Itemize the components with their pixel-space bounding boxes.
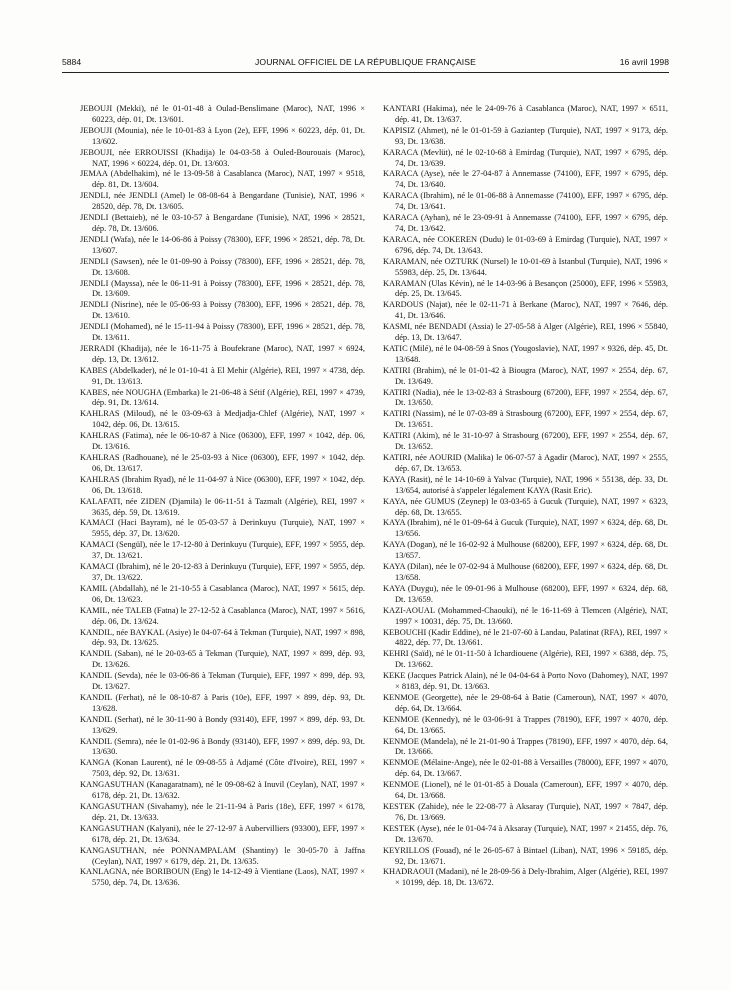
register-entry: JERRADI (Khadija), née le 16-11-75 à Boufekrane (Maroc), NAT, 1997 × 6924, dép. 13, Dt. 13/612. xyxy=(80,343,365,364)
register-entry: KANGA (Konan Laurent), né le 09-08-55 à Adjamé (Côte d'Ivoire), REI, 1997 × 7503, dép. 92, Dt. 13/631. xyxy=(80,758,365,779)
register-entry: KEHRI (Saïd), né le 01-11-50 à Ichardiouene (Algérie), REI, 1997 × 6388, dép. 75, Dt. 13/662. xyxy=(383,649,668,670)
register-entry: KANDIL (Sevda), née le 03-06-86 à Tekman (Turquie), EFF, 1997 × 899, dép. 93, Dt. 13/627. xyxy=(80,671,365,692)
left-column xyxy=(80,104,365,889)
register-entry: KANGASUTHAN (Kalyani), née le 27-12-97 à Aubervilliers (93300), EFF, 1997 × 6178, dép. 21, Dt. 13/634. xyxy=(80,823,365,844)
register-entry: KARAMAN (Ulas Kévin), né le 14-03-96 à Besançon (25000), EFF, 1996 × 55983, dép. 25, Dt. 13/645. xyxy=(383,278,668,299)
register-entry: JENDLI (Wafa), née le 14-06-86 à Poissy (78300), EFF, 1996 × 28521, dép. 78, Dt. 13/607. xyxy=(80,234,365,255)
register-entry: KAMACI (Ibrahim), né le 20-12-83 à Derinkuyu (Turquie), EFF, 1997 × 5955, dép. 37, Dt. 13/622. xyxy=(80,562,365,582)
register-entry: JEBOUJI (Mekki), né le 01-01-48 à Oulad-Benslimane (Maroc), NAT, 1996 × 60223, dép. 01, Dt. 13/601. xyxy=(80,104,365,124)
register-entry: KAYA (Ibrahim), né le 01-09-64 à Gucuk (Turquie), NAT, 1997 × 6324, dép. 68, Dt. 13/656. xyxy=(383,518,668,539)
register-entry: KAHLRAS (Ibrahim Ryad), né le 11-04-97 à Nice (06300), EFF, 1997 × 1042, dép. 06, Dt. 13/618. xyxy=(80,474,365,495)
register-entry: KARAMAN, née OZTURK (Nursel) le 10-01-69 à Istanbul (Turquie), NAT, 1996 × 55983, dép. 25, Dt. 13/644. xyxy=(383,256,668,277)
register-entry: KANLAGNA, née BORIBOUN (Eng) le 14-12-49 à Vientiane (Laos), NAT, 1997 × 5750, dép. 74, Dt. 13/636. xyxy=(80,867,365,888)
register-entry: KEKE (Jacques Patrick Alain), né le 04-04-64 à Porto Novo (Dahomey), NAT, 1997 × 8183, dép. 91, Dt. 13/663. xyxy=(383,671,668,692)
register-entry: KARACA (Ayse), née le 27-04-87 à Annemasse (74100), EFF, 1997 × 6795, dép. 74, Dt. 13/640. xyxy=(383,169,668,190)
register-entry: KAMACI (Sengül), née le 17-12-80 à Derinkuyu (Turquie), EFF, 1997 × 5955, dép. 37, Dt. 13/621. xyxy=(80,540,365,561)
register-entry: JEBOUJI (Mounia), née le 10-01-83 à Lyon (2e), EFF, 1996 × 60223, dép. 01, Dt. 13/602. xyxy=(80,125,365,146)
register-entry: JENDLI, née JENDLI (Amel) le 08-08-64 à Bengardane (Tunisie), NAT, 1996 × 28520, dép. 78, Dt. 13/605. xyxy=(80,191,365,212)
register-entry: JENDLI (Nisrine), née le 05-06-93 à Poissy (78300), EFF, 1996 × 28521, dép. 78, Dt. 13/610. xyxy=(80,300,365,321)
journal-title: JOURNAL OFFICIEL DE LA RÉPUBLIQUE FRANÇAISE xyxy=(255,57,476,67)
register-entry: KESTEK (Zahide), née le 22-08-77 à Aksaray (Turquie), NAT, 1997 × 7847, dép. 76, Dt. 13/669. xyxy=(383,802,668,822)
register-entry: KARACA (Ayhan), né le 23-09-91 à Annemasse (74100), EFF, 1997 × 6795, dép. 74, Dt. 13/642. xyxy=(383,213,668,233)
register-entry: JENDLI (Sawsen), née le 01-09-90 à Poissy (78300), EFF, 1996 × 28521, dép. 78, Dt. 13/608. xyxy=(80,256,365,277)
register-entry: JEBOUJI, née ERROUISSI (Khadija) le 04-03-58 à Ouled-Bourouais (Maroc), NAT, 1996 × 60224, dép. 01, Dt. 13/603. xyxy=(80,147,365,168)
register-entry: KANTARI (Hakima), née le 24-09-76 à Casablanca (Maroc), NAT, 1997 × 6511, dép. 41, Dt. 13/637. xyxy=(383,104,668,124)
register-entry: KANDIL (Semra), née le 01-02-96 à Bondy (93140), EFF, 1997 × 899, dép. 93, Dt. 13/630. xyxy=(80,736,365,757)
page-header xyxy=(62,57,669,71)
register-entry: KAYA (Duygu), née le 09-01-96 à Mulhouse (68200), EFF, 1997 × 6324, dép. 68, Dt. 13/659. xyxy=(383,583,668,604)
register-entry: KABES, née NOUGHA (Embarka) le 21-06-48 à Sétif (Algérie), REI, 1997 × 4739, dép. 91, Dt. 13/614. xyxy=(80,387,365,408)
register-entry: KAZI-AOUAL (Mohammed-Chaouki), né le 16-11-69 à Tlemcen (Algérie), NAT, 1997 × 10031, dép. 75, Dt. 13/660. xyxy=(383,605,668,626)
register-entry: JENDLI (Mayssa), née le 06-11-91 à Poissy (78300), EFF, 1996 × 28521, dép. 78, Dt. 13/609. xyxy=(80,278,365,299)
right-column xyxy=(383,104,668,889)
register-entry: KENMOE (Mélaine-Ange), née le 02-01-88 à Versailles (78000), EFF, 1997 × 4070, dép. 64, Dt. 13/667. xyxy=(383,758,668,779)
register-entry: KATIRI (Brahim), né le 01-01-42 à Biougra (Maroc), NAT, 1997 × 2554, dép. 67, Dt. 13/649. xyxy=(383,365,668,386)
register-entry: KANGASUTHAN (Sivahamy), née le 21-11-94 à Paris (18e), EFF, 1997 × 6178, dép. 21, Dt. 13/633. xyxy=(80,802,365,822)
register-entry: KANDIL (Serhat), né le 30-11-90 à Bondy (93140), EFF, 1997 × 899, dép. 93, Dt. 13/629. xyxy=(80,714,365,735)
register-entry: KESTEK (Ayse), née le 01-04-74 à Aksaray (Turquie), NAT, 1997 × 21455, dép. 76, Dt. 13/670. xyxy=(383,823,668,844)
register-entry: KENMOE (Mandela), né le 21-01-90 à Trappes (78190), EFF, 1997 × 4070, dép. 64, Dt. 13/666. xyxy=(383,736,668,757)
register-entry: KAYA, née GUMUS (Zeynep) le 03-03-65 à Gucuk (Turquie), NAT, 1997 × 6323, dép. 68, Dt. 13/655. xyxy=(383,496,668,517)
register-entry: KATIRI (Akim), né le 31-10-97 à Strasbourg (67200), EFF, 1997 × 2554, dép. 67, Dt. 13/652. xyxy=(383,431,668,452)
register-entry: KAHLRAS (Radhouane), né le 25-03-93 à Nice (06300), EFF, 1997 × 1042, dép. 06, Dt. 13/617. xyxy=(80,453,365,473)
register-entry: KARACA, née COKEREN (Dudu) le 01-03-69 à Emirdag (Turquie), NAT, 1997 × 6796, dép. 74, Dt. 13/643. xyxy=(383,234,668,255)
register-entry: KATIC (Milé), né le 04-08-59 à Snos (Yougoslavie), NAT, 1997 × 9326, dép. 45, Dt. 13/648. xyxy=(383,343,668,364)
register-entry: JENDLI (Mohamed), né le 15-11-94 à Poissy (78300), EFF, 1996 × 28521, dép. 78, Dt. 13/611. xyxy=(80,322,365,343)
register-entry: KARACA (Ibrahim), né le 01-06-88 à Annemasse (74100), EFF, 1997 × 6795, dép. 74, Dt. 13/641. xyxy=(383,191,668,212)
register-entry: KHADRAOUI (Madani), né le 28-09-56 à Dely-Ibrahim, Alger (Algérie), REI, 1997 × 10199, dép. 18, Dt. 13/672. xyxy=(383,867,668,888)
register-entry: KANDIL, née BAYKAL (Asiye) le 04-07-64 à Tekman (Turquie), NAT, 1997 × 898, dép. 93, Dt. 13/625. xyxy=(80,627,365,648)
register-entry: KENMOE (Lionel), né le 01-01-85 à Douala (Cameroun), EFF, 1997 × 4070, dép. 64, Dt. 13/668. xyxy=(383,780,668,801)
register-entry: KEBOUCHI (Kadir Eddine), né le 21-07-60 à Landau, Palatinat (RFA), REI, 1997 × 4822, dép. 77, Dt. 13/661. xyxy=(383,627,668,648)
register-entry: KAHLRAS (Fatima), née le 06-10-87 à Nice (06300), EFF, 1997 × 1042, dép. 06, Dt. 13/616. xyxy=(80,431,365,452)
register-entry: KASMI, née BENDADI (Assia) le 27-05-58 à Alger (Algérie), REI, 1996 × 55840, dép. 13, Dt. 13/647. xyxy=(383,322,668,343)
register-entry: KANGASUTHAN, née PONNAMPALAM (Shantiny) le 30-05-70 à Jaffna (Ceylan), NAT, 1997 × 6179, dép. 21, Dt. 13/635. xyxy=(80,845,365,866)
register-entry: KAMACI (Haci Bayram), né le 05-03-57 à Derinkuyu (Turquie), NAT, 1997 × 5955, dép. 37, Dt. 13/620. xyxy=(80,518,365,539)
register-entry: KARACA (Mevlüt), né le 02-10-68 à Emirdag (Turquie), NAT, 1997 × 6795, dép. 74, Dt. 13/639. xyxy=(383,147,668,168)
register-entry: JEMAA (Abdelhakim), né le 13-09-58 à Casablanca (Maroc), NAT, 1997 × 9518, dép. 81, Dt. 13/604. xyxy=(80,169,365,190)
register-entry: KATIRI (Nassim), né le 07-03-89 à Strasbourg (67200), EFF, 1997 × 2554, dép. 67, Dt. 13/651. xyxy=(383,409,668,430)
register-entry: JENDLI (Bettaieb), né le 03-10-57 à Bengardane (Tunisie), NAT, 1996 × 28521, dép. 78, Dt. 13/606. xyxy=(80,213,365,233)
register-entry: KENMOE (Georgette), née le 29-08-64 à Batie (Cameroun), NAT, 1997 × 4070, dép. 64, Dt. 13/664. xyxy=(383,692,668,713)
register-entry: KANGASUTHAN (Kanagaratnam), né le 09-08-62 à Inuvil (Ceylan), NAT, 1997 × 6178, dép. 21, Dt. 13/632. xyxy=(80,780,365,801)
register-entry: KANDIL (Saban), né le 20-03-65 à Tekman (Turquie), NAT, 1997 × 899, dép. 93, Dt. 13/626. xyxy=(80,649,365,670)
register-entry: KAYA (Dogan), né le 16-02-92 à Mulhouse (68200), EFF, 1997 × 6324, dép. 68, Dt. 13/657. xyxy=(383,540,668,561)
register-entry: KEYRILLOS (Fouad), né le 26-05-67 à Bintael (Liban), NAT, 1996 × 59185, dép. 92, Dt. 13/671. xyxy=(383,845,668,866)
register-entry: KANDIL (Ferhat), né le 08-10-87 à Paris (10e), EFF, 1997 × 899, dép. 93, Dt. 13/628. xyxy=(80,692,365,713)
register-entry: KAHLRAS (Miloud), né le 03-09-63 à Medjadja-Chlef (Algérie), NAT, 1997 × 1042, dép. 06, Dt. 13/615. xyxy=(80,409,365,430)
register-entry: KAYA (Rasit), né le 14-10-69 à Yalvac (Turquie), NAT, 1996 × 55138, dép. 33, Dt. 13/654, autorisé à s'appeler légalement KAYA (Rasit Eric). xyxy=(383,474,668,495)
header-rule xyxy=(62,72,669,73)
register-entry: KAMIL (Abdallah), né le 21-10-55 à Casablanca (Maroc), NAT, 1997 × 5615, dép. 06, Dt. 13/623. xyxy=(80,583,365,604)
page-number: 5884 xyxy=(62,57,82,67)
register-entry: KABES (Abdelkader), né le 01-10-41 à El Mehir (Algérie), REI, 1997 × 4738, dép. 91, Dt. 13/613. xyxy=(80,365,365,386)
register-entry: KAYA (Dilan), née le 07-02-94 à Mulhouse (68200), EFF, 1997 × 6324, dép. 68, Dt. 13/658. xyxy=(383,562,668,582)
register-entry: KALAFATI, née ZIDEN (Djamila) le 06-11-51 à Tazmalt (Algérie), REI, 1997 × 3635, dép. 59, Dt. 13/619. xyxy=(80,496,365,517)
publication-date: 16 avril 1998 xyxy=(619,57,669,67)
register-entry: KATIRI (Nadia), née le 13-02-83 à Strasbourg (67200), EFF, 1997 × 2554, dép. 67, Dt. 13/650. xyxy=(383,387,668,408)
register-entry: KARDOUS (Najat), née le 02-11-71 à Berkane (Maroc), NAT, 1997 × 7646, dép. 41, Dt. 13/646. xyxy=(383,300,668,321)
register-entry: KENMOE (Kennedy), né le 03-06-91 à Trappes (78190), EFF, 1997 × 4070, dép. 64, Dt. 13/665. xyxy=(383,714,668,735)
register-entry: KATIRI, née AOURID (Malika) le 06-07-57 à Agadir (Maroc), NAT, 1997 × 2555, dép. 67, Dt. 13/653. xyxy=(383,453,668,473)
register-entry: KAMIL, née TALEB (Fatna) le 27-12-52 à Casablanca (Maroc), NAT, 1997 × 5616, dép. 06, Dt. 13/624. xyxy=(80,605,365,626)
register-entry: KAPISIZ (Ahmet), né le 01-01-59 à Gaziantep (Turquie), NAT, 1997 × 9173, dép. 93, Dt. 13/638. xyxy=(383,125,668,146)
